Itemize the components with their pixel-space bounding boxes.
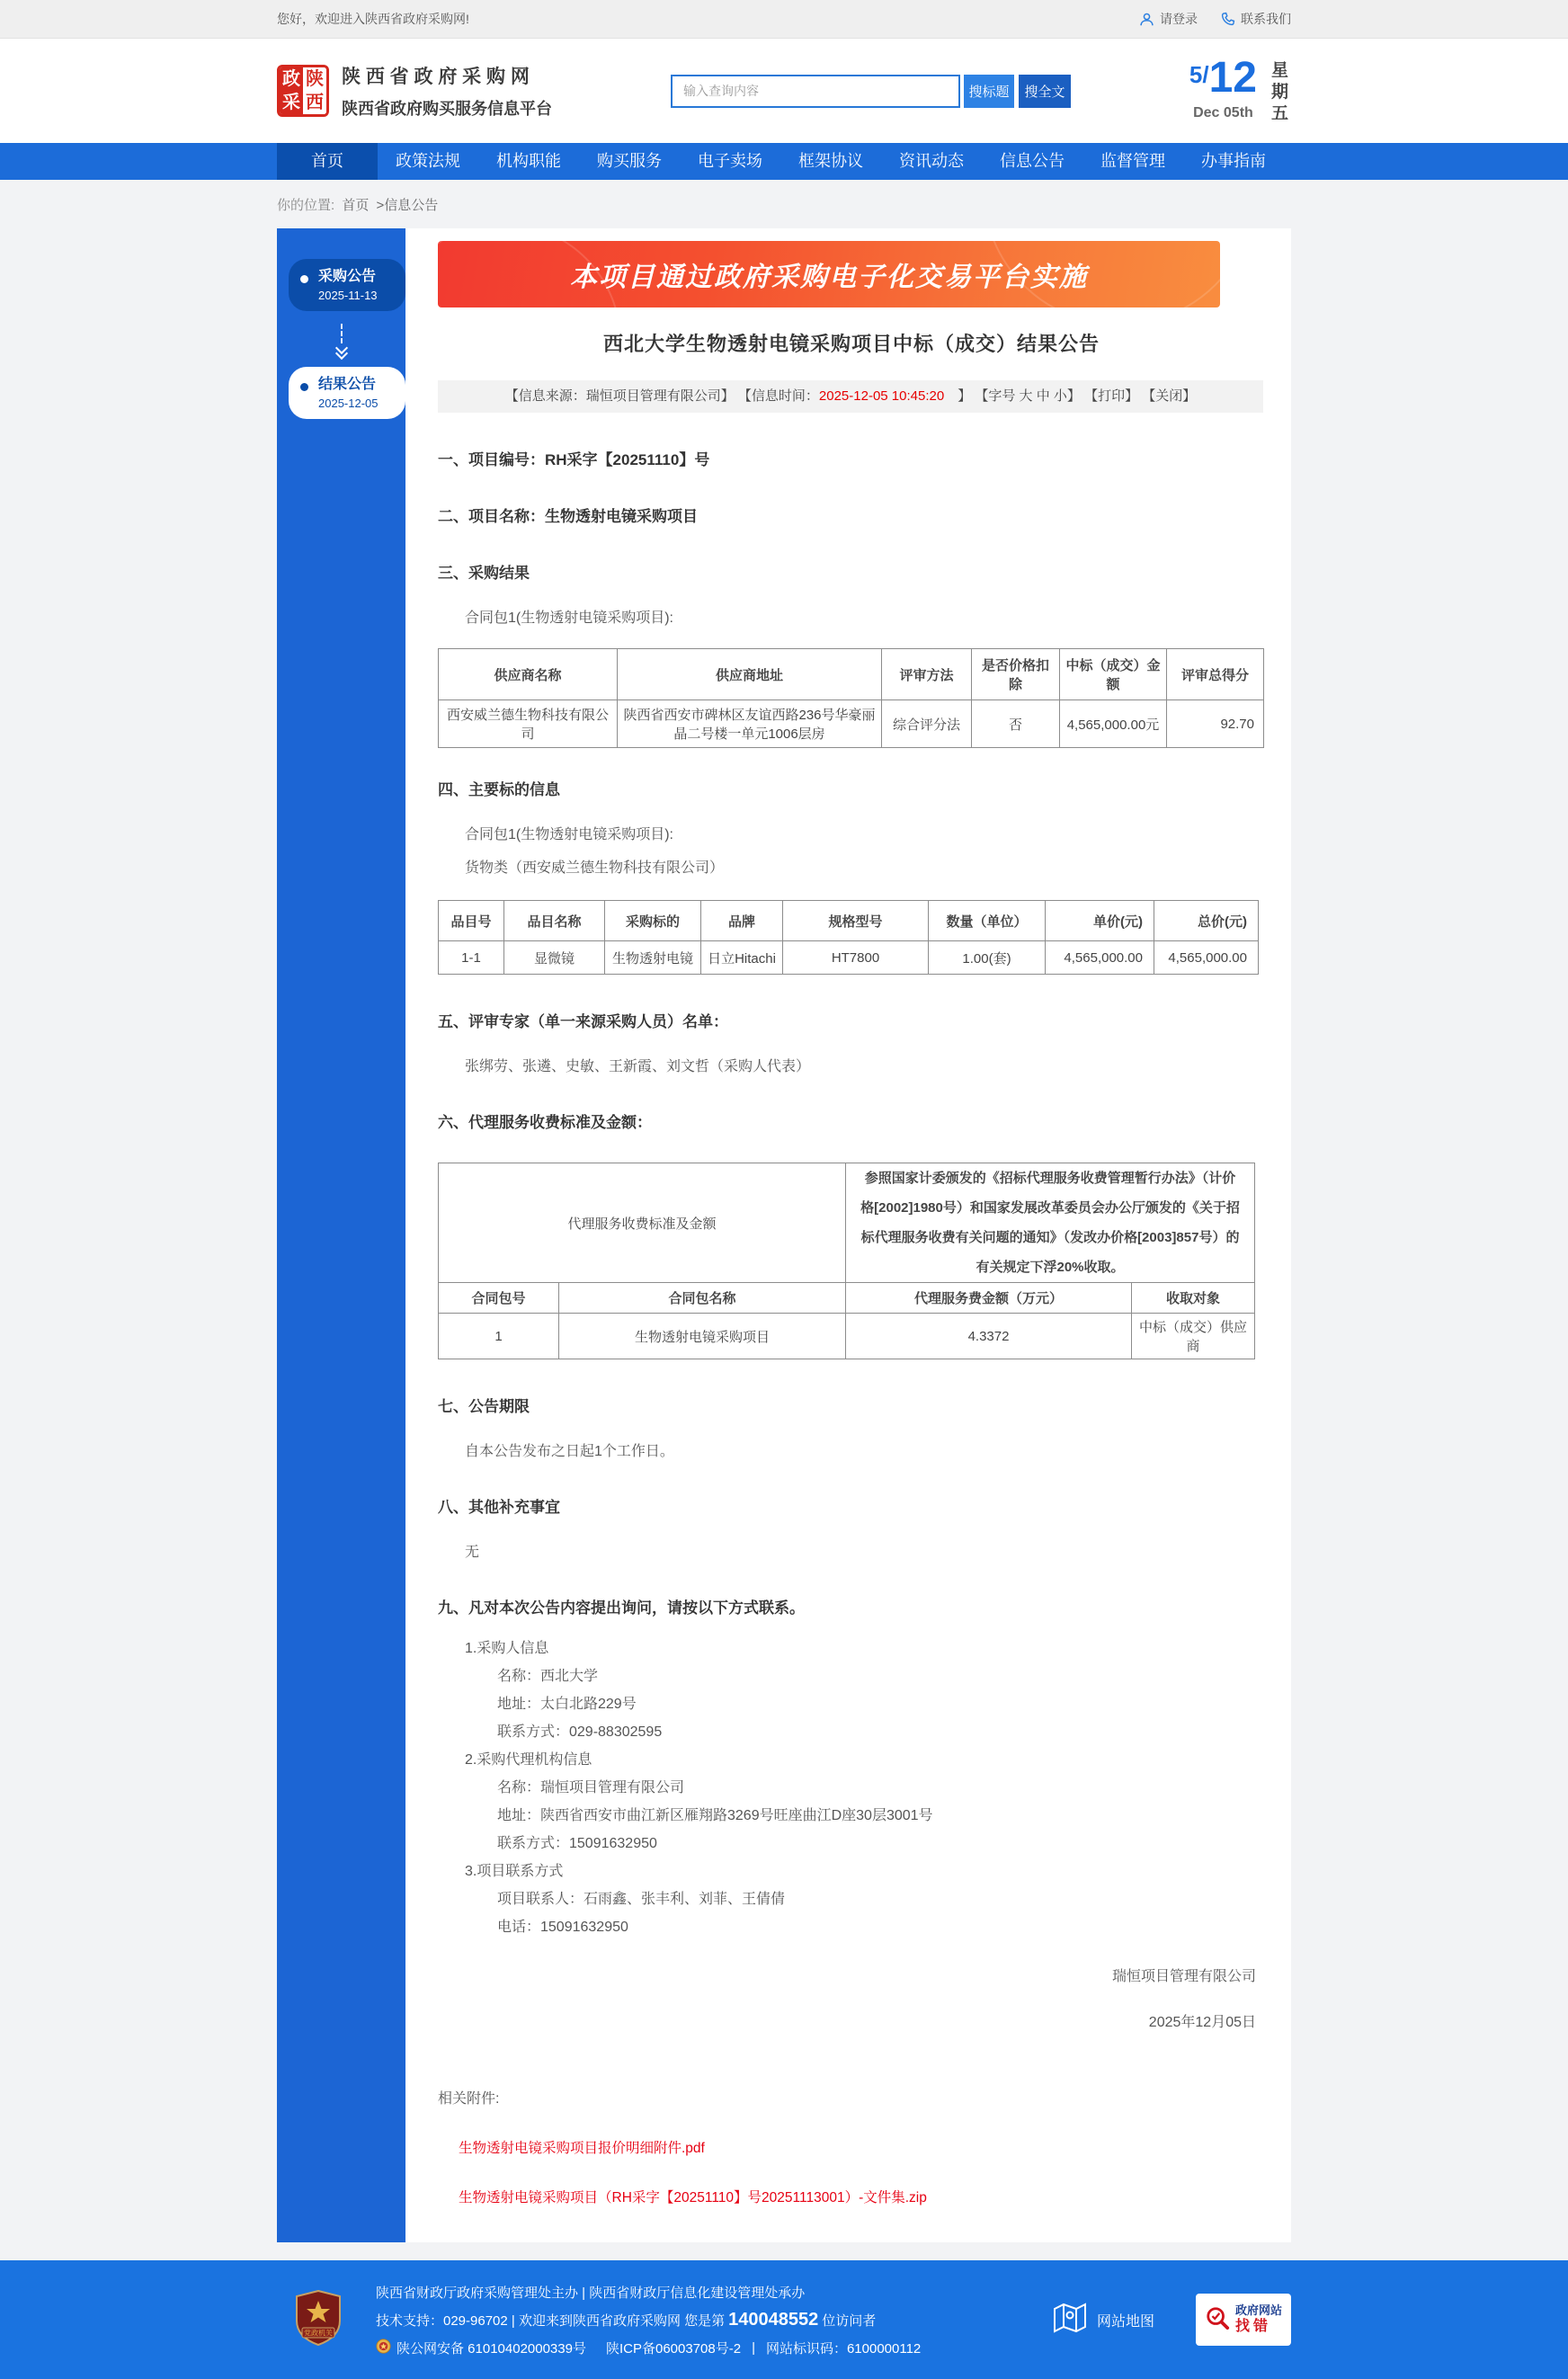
- search-bar: [671, 75, 1071, 108]
- section-4-subtitle-2: 货物类（西安威兰德生物科技有限公司）: [465, 860, 725, 876]
- phone-icon: [1221, 12, 1235, 26]
- section-7-body: 自本公告发布之日起1个工作日。: [465, 1444, 674, 1459]
- procurement-result-table: [438, 648, 1264, 748]
- nav-item-e-market[interactable]: 电子卖场: [698, 152, 762, 170]
- section-3-heading: 三、采购结果: [438, 565, 530, 582]
- main-area: [0, 228, 1568, 2242]
- timeline-arrow-icon: [277, 311, 405, 367]
- nav-item-functions[interactable]: 机构职能: [496, 152, 561, 170]
- meta-source: 【信息来源：瑞恒项目管理有限公司】: [504, 388, 735, 404]
- fee-standard-label: 代理服务收费标准及金额: [439, 1163, 846, 1283]
- date-day: 12: [1208, 54, 1257, 102]
- user-icon: [1139, 12, 1154, 27]
- section-1-project-number: 一、项目编号：RH采字【20251110】号: [438, 451, 710, 468]
- footer-organizer-line: 陕西省财政厅政府采购管理处主办 | 陕西省财政厅信息化建设管理处承办: [376, 2285, 806, 2301]
- table-header-row: 供应商名称 供应商地址 评审方法 是否价格扣除 中标（成交）金额 评审总得分: [439, 649, 1264, 700]
- agency-name: 名称：瑞恒项目管理有限公司: [497, 1780, 685, 1795]
- agency-address: 地址：陕西省西安市曲江新区雁翔路3269号旺座曲江D座30层3001号: [497, 1808, 933, 1823]
- section-3-subtitle: 合同包1(生物透射电镜采购项目):: [465, 610, 674, 626]
- close-button[interactable]: 【关闭】: [1142, 388, 1197, 404]
- footer-gap: [0, 2242, 1568, 2260]
- breadcrumb-home-link[interactable]: 首页: [342, 198, 370, 213]
- section-8-body: 无: [465, 1545, 480, 1560]
- breadcrumb-current: >信息公告: [376, 198, 439, 213]
- contact-us-link[interactable]: 联系我们: [1221, 10, 1291, 28]
- fee-standard-text: 参照国家计委颁发的《招标代理服务收费管理暂行办法》（计价格[2002]1980号）和国家发展改革委员会办公厅颁发的《关于招标代理服务收费有关问题的通知》（发改办价格[2003]857号）的有关规定下浮20%收取。: [846, 1163, 1255, 1283]
- nav-item-guide[interactable]: 办事指南: [1201, 152, 1266, 170]
- attachment-link-pdf[interactable]: 生物透射电镜采购项目报价明细附件.pdf: [459, 2141, 705, 2156]
- sitemap-label: 网站地图: [1096, 2313, 1154, 2330]
- table-row: 1-1 显微镜 生物透射电镜 日立Hitachi HT7800 1.00(套) 4,565,000.00 4,565,000.00: [439, 941, 1259, 975]
- table-row: 1 生物透射电镜采购项目 4.3372 中标（成交）供应商: [439, 1314, 1255, 1359]
- police-badge-icon: [376, 2339, 391, 2357]
- site-footer: [0, 2260, 1568, 2379]
- expert-names: 张绑劳、张遴、史敏、王新霞、刘文哲（采购人代表）: [465, 1059, 811, 1074]
- announcement-title: 西北大学生物透射电镜采购项目中标（成交）结果公告: [602, 333, 1100, 355]
- buyer-name: 名称：西北大学: [497, 1669, 599, 1684]
- attachments-label: 相关附件:: [438, 2091, 500, 2107]
- section-4-heading: 四、主要标的信息: [438, 781, 560, 798]
- nav-item-home[interactable]: 首页: [277, 143, 378, 180]
- search-input[interactable]: [671, 75, 960, 108]
- timeline-sidebar: [277, 228, 405, 2242]
- nav-item-purchase-services[interactable]: 购买服务: [597, 152, 662, 170]
- nav-item-framework[interactable]: 框架协议: [798, 152, 863, 170]
- agency-phone: 联系方式：15091632950: [497, 1836, 657, 1851]
- sitemap-link[interactable]: [1052, 2302, 1154, 2339]
- search-fulltext-button[interactable]: 搜全文: [1019, 75, 1071, 108]
- banner-text: 本项目通过政府采购电子化交易平台实施: [570, 263, 1088, 292]
- table-header-row: 合同包号 合同包名称 代理服务费金额（万元） 收取对象: [439, 1283, 1255, 1314]
- site-logo[interactable]: [277, 62, 552, 120]
- font-size-controls[interactable]: 【字号 大 中 小】: [975, 388, 1081, 404]
- signature-date: 2025年12月05日: [1148, 2015, 1256, 2030]
- breadcrumb-prefix: 你的位置:: [277, 198, 335, 213]
- section-6-heading: 六、代理服务收费标准及金额：: [438, 1114, 652, 1131]
- date-widget: [1189, 54, 1291, 125]
- meta-time-label: 【信息时间：: [737, 388, 819, 404]
- section-4-subtitle-1: 合同包1(生物透射电镜采购项目):: [465, 827, 674, 842]
- date-weekday: 星期五: [1270, 61, 1288, 123]
- article-content: [405, 228, 1291, 2242]
- footer-support-line: 技术支持：029-96702 | 欢迎来到陕西省政府采购网 您是第 140048552 位访问者: [376, 2309, 877, 2330]
- project-phone: 电话：15091632950: [497, 1920, 628, 1935]
- date-month: 5/: [1189, 61, 1209, 88]
- attachment-link-zip[interactable]: 生物透射电镜采购项目（RH采字【20251110】号20251113001）-文件集.zip: [459, 2190, 927, 2205]
- site-header: [0, 39, 1568, 143]
- find-error-logo-icon: [1205, 2305, 1230, 2335]
- contact-group-buyer: 1.采购人信息: [465, 1641, 549, 1656]
- visitor-count: 140048552: [728, 2309, 819, 2330]
- nav-item-news[interactable]: 资讯动态: [899, 152, 964, 170]
- table-header-row: 品目号 品目名称 采购标的 品牌 规格型号 数量（单位） 单价(元) 总价(元): [439, 901, 1259, 941]
- fee-standard-row: [439, 1163, 1255, 1283]
- top-bar: [0, 0, 1568, 39]
- gov-site-error-report-button[interactable]: 政府网站 找错: [1196, 2294, 1291, 2346]
- bid-items-table: [438, 900, 1259, 975]
- buyer-address: 地址：太白北路229号: [497, 1697, 637, 1712]
- article-meta-bar: 【信息来源：瑞恒项目管理有限公司】 【信息时间：2025-12-05 10:45:20 】 【字号 大 中 小】 【打印】 【关闭】: [438, 380, 1263, 413]
- site-title: 陕 西 省 政 府 采 购 网: [342, 67, 530, 87]
- project-contacts: 项目联系人：石雨鑫、张丰利、刘菲、王倩倩: [497, 1892, 786, 1907]
- contact-group-project: 3.项目联系方式: [465, 1864, 564, 1879]
- nav-item-announcements[interactable]: 信息公告: [1000, 152, 1065, 170]
- icp-filing-link[interactable]: 陕ICP备06003708号-2: [605, 2340, 742, 2357]
- welcome-text: 您好，欢迎进入陕西省政府采购网!: [277, 12, 469, 26]
- svg-text:党政机关: 党政机关: [304, 2329, 333, 2337]
- site-identifier-code: 网站标识码：6100000112: [765, 2340, 922, 2357]
- section-8-heading: 八、其他补充事宜: [438, 1499, 560, 1516]
- meta-time: 2025-12-05 10:45:20: [818, 388, 945, 404]
- print-button[interactable]: 【打印】: [1084, 388, 1139, 404]
- timeline-step-procurement-notice[interactable]: 采购公告 2025-11-13: [289, 259, 405, 311]
- e-platform-banner: [438, 241, 1220, 307]
- section-2-project-name: 二、项目名称：生物透射电镜采购项目: [438, 508, 698, 525]
- section-5-heading: 五、评审专家（单一来源采购人员）名单：: [438, 1013, 728, 1030]
- breadcrumb: [0, 180, 1568, 228]
- search-title-button[interactable]: 搜标题: [964, 75, 1014, 108]
- section-7-heading: 七、公告期限: [438, 1398, 530, 1415]
- signature-company: 瑞恒项目管理有限公司: [1111, 1969, 1256, 1984]
- timeline-step-result-notice[interactable]: 结果公告 2025-12-05: [289, 367, 405, 419]
- map-icon: [1052, 2302, 1088, 2339]
- site-subtitle: 陕西省政府购买服务信息平台: [342, 100, 552, 118]
- section-9-heading: 九、凡对本次公告内容提出询问，请按以下方式联系。: [438, 1599, 805, 1617]
- main-nav: [0, 143, 1568, 180]
- agency-fee-table: [438, 1163, 1255, 1359]
- gov-agency-badge-icon[interactable]: [295, 2290, 342, 2350]
- date-english: Dec 05th: [1193, 105, 1253, 120]
- buyer-phone: 联系方式：029-88302595: [497, 1724, 663, 1740]
- login-link[interactable]: 请登录: [1139, 10, 1198, 28]
- logo-seal-icon: 政 陕 采 西: [277, 65, 329, 117]
- contact-group-agency: 2.采购代理机构信息: [465, 1752, 592, 1768]
- nav-item-supervision[interactable]: 监督管理: [1100, 152, 1165, 170]
- footer-registration-line: 陕公网安备 61010402000339号 陕ICP备06003708号-2 | 网站标识码：6100000112: [376, 2339, 921, 2357]
- nav-item-policies[interactable]: 政策法规: [396, 152, 460, 170]
- public-security-filing-link[interactable]: 陕公网安备 61010402000339号: [396, 2340, 586, 2357]
- table-row: 西安威兰德生物科技有限公司 陕西省西安市碑林区友谊西路236号华豪丽晶二号楼一单元1006层房 综合评分法 否 4,565,000.00元 92.70: [439, 700, 1264, 748]
